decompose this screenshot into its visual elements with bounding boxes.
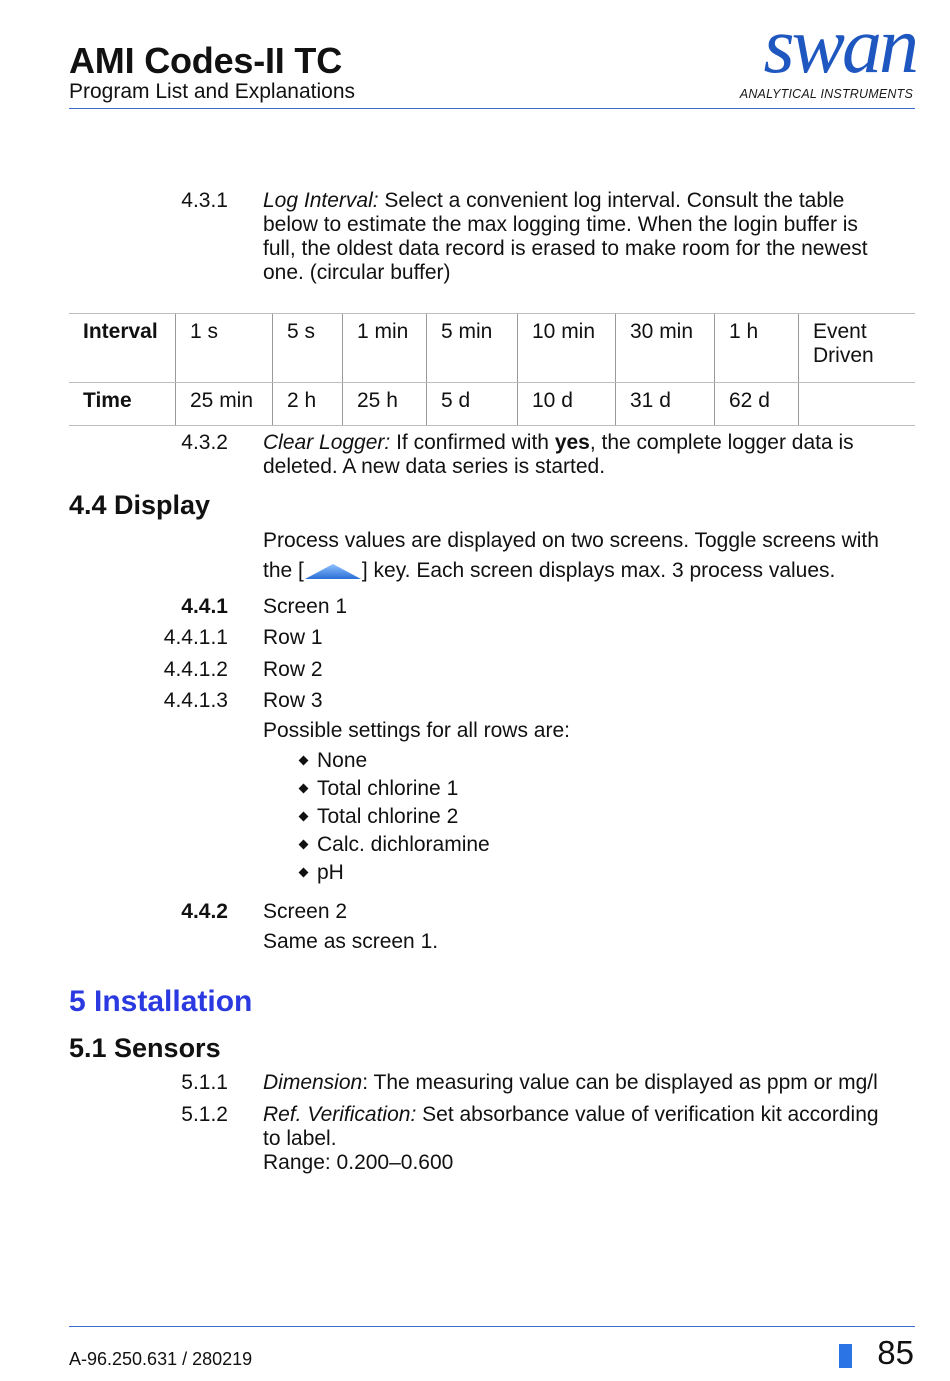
page-title: AMI Codes-II TC [69, 40, 342, 81]
table-cell: 30 min [616, 314, 715, 383]
row-1-label: Row 1 [263, 626, 323, 649]
log-interval-line-2: below to estimate the max logging time. When the login buffer is [263, 213, 858, 236]
section-number-4-3-2: 4.3.2 [181, 431, 228, 454]
row-2-label: Row 2 [263, 658, 323, 681]
log-interval-line-4: one. (circular buffer) [263, 261, 451, 284]
bullet-icon [299, 868, 309, 878]
log-interval-line-1: Select a convenient log interval. Consult the table [378, 189, 845, 212]
screen-1-label: Screen 1 [263, 595, 348, 618]
table-cell: 5 min [427, 314, 518, 383]
section-number-5-1-2: 5.1.2 [181, 1103, 228, 1126]
clear-logger-text: Clear Logger: If confirmed with yes, the complete logger data is deleted. A new data series is started. [263, 431, 854, 478]
table-cell [799, 383, 916, 426]
section-number-4-4-1-1: 4.4.1.1 [163, 626, 228, 649]
table-cell: 62 d [715, 383, 799, 426]
screen-2-description: Same as screen 1. [263, 930, 439, 953]
header-rule [69, 108, 915, 109]
table-cell: 25 min [176, 383, 273, 426]
section-number-4-4-1-2: 4.4.1.2 [163, 658, 228, 681]
table-row [69, 314, 915, 383]
list-item: Calc. dichloramine [300, 833, 490, 857]
table-cell: 2 h [273, 383, 343, 426]
table-cell: 10 d [518, 383, 616, 426]
log-interval-table [69, 313, 915, 426]
page-marker-icon [839, 1344, 852, 1368]
bullet-icon [299, 756, 309, 766]
table-cell: 10 min [518, 314, 616, 383]
screen-2-label: Screen 2 [263, 900, 348, 923]
section-number-4-4-2: 4.4.2 [181, 900, 228, 923]
display-intro: Process values are displayed on two screens. Toggle screens with the [ ] key. Each screen displays max. 3 process values. [263, 529, 879, 582]
logo-tagline: ANALYTICAL INSTRUMENTS [739, 87, 913, 101]
log-interval-label: Log Interval: [263, 189, 379, 212]
bullet-icon [299, 812, 309, 822]
list-item: Total chlorine 2 [300, 805, 458, 829]
footer-rule [69, 1326, 915, 1327]
document-number: A-96.250.631 / 280219 [69, 1349, 253, 1369]
page-subtitle: Program List and Explanations [69, 80, 355, 103]
bullet-icon [299, 784, 309, 794]
table-cell: 5 s [273, 314, 343, 383]
table-cell: 5 d [427, 383, 518, 426]
dimension-text: Dimension: The measuring value can be displayed as ppm or mg/l [263, 1071, 878, 1094]
table-cell: 31 d [616, 383, 715, 426]
section-number-5-1-1: 5.1.1 [181, 1071, 228, 1094]
table-row [69, 383, 915, 426]
list-item: pH [300, 861, 344, 885]
heading-display: 4.4 Display [69, 490, 211, 520]
row-3-label: Row 3 [263, 689, 323, 712]
table-row-label: Interval [69, 314, 176, 383]
list-item: Total chlorine 1 [300, 777, 458, 801]
bullet-icon [299, 840, 309, 850]
ref-verification-text: Ref. Verification: Set absorbance value of verification kit according to label. Range: 0.200–0.600 [263, 1103, 879, 1174]
table-cell: 1 s [176, 314, 273, 383]
section-number-4-4-1: 4.4.1 [181, 595, 228, 618]
log-interval-line-3: full, the oldest data record is erased to make room for the newest [263, 237, 868, 260]
section-number-4-3-1: 4.3.1 [181, 189, 228, 212]
table-cell: 1 h [715, 314, 799, 383]
table-cell-event-driven: Event Driven [799, 314, 916, 383]
page-number: 85 [877, 1334, 914, 1371]
possible-settings-text: Possible settings for all rows are: [263, 719, 570, 742]
swan-logo: swan [763, 2, 916, 90]
table-cell: 1 min [343, 314, 427, 383]
table-row-label: Time [69, 383, 176, 426]
section-number-4-4-1-3: 4.4.1.3 [163, 689, 228, 712]
log-interval-text [263, 189, 923, 285]
list-item: None [300, 749, 367, 773]
heading-installation: 5 Installation [69, 985, 253, 1018]
up-triangle-key-icon [304, 562, 362, 580]
table-cell: 25 h [343, 383, 427, 426]
heading-sensors: 5.1 Sensors [69, 1033, 221, 1063]
